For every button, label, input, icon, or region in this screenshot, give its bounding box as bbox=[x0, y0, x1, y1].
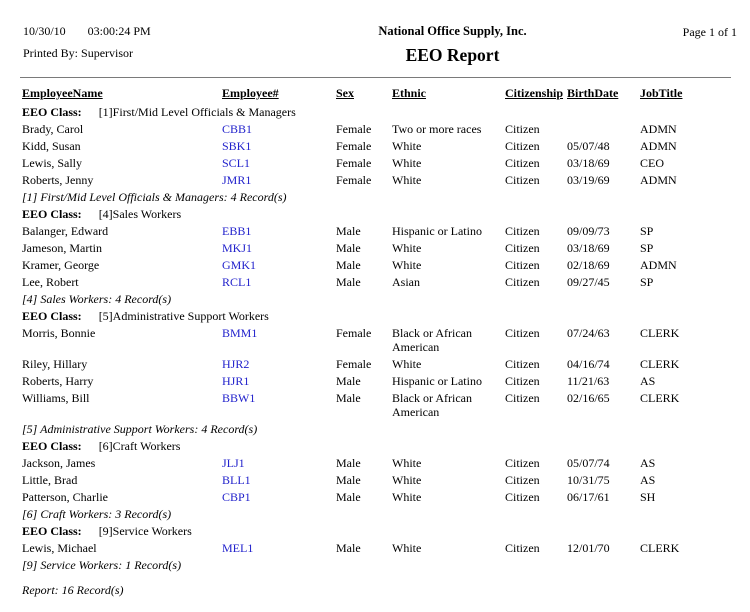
employee-number-link[interactable]: RCL1 bbox=[222, 275, 252, 289]
col-header-sex: Sex bbox=[336, 86, 354, 100]
birth-date-cell: 02/18/69 bbox=[567, 258, 610, 272]
sex-cell: Male bbox=[336, 224, 361, 238]
header-divider bbox=[20, 77, 731, 78]
employee-number-link[interactable]: JMR1 bbox=[222, 173, 252, 187]
eeo-class-name: [5]Administrative Support Workers bbox=[98, 309, 269, 323]
employee-row bbox=[22, 325, 730, 356]
eeo-class-summary-row bbox=[22, 421, 730, 438]
employee-number-link[interactable]: HJR1 bbox=[222, 374, 250, 388]
eeo-class-header-row bbox=[22, 206, 730, 223]
eeo-class-summary: [4] Sales Workers: 4 Record(s) bbox=[22, 292, 172, 306]
employee-name-cell: Lee, Robert bbox=[22, 275, 79, 289]
employee-name-cell: Lewis, Michael bbox=[22, 541, 97, 555]
ethnic-cell: White bbox=[392, 173, 422, 187]
employee-row bbox=[22, 373, 730, 390]
job-title-cell: AS bbox=[640, 473, 656, 487]
print-date: 10/30/10 bbox=[23, 24, 66, 38]
employee-number-link[interactable]: CBP1 bbox=[222, 490, 251, 504]
citizenship-cell: Citizen bbox=[505, 122, 540, 136]
ethnic-cell: White bbox=[392, 258, 422, 272]
eeo-class-label: EEO Class: bbox=[22, 207, 82, 221]
ethnic-cell: Hispanic or Latino bbox=[392, 224, 482, 238]
print-info bbox=[23, 24, 288, 61]
col-header-birth-date: BirthDate bbox=[567, 86, 619, 100]
sex-cell: Female bbox=[336, 173, 372, 187]
printed-by bbox=[23, 46, 288, 61]
job-title-cell: AS bbox=[640, 374, 656, 388]
eeo-table bbox=[22, 85, 730, 574]
printed-by-label: Printed By: bbox=[23, 46, 79, 60]
birth-date-cell: 12/01/70 bbox=[567, 541, 610, 555]
eeo-class-name: [9]Service Workers bbox=[98, 524, 192, 538]
citizenship-cell: Citizen bbox=[505, 173, 540, 187]
ethnic-cell: White bbox=[392, 156, 422, 170]
eeo-class-header-cell bbox=[22, 523, 730, 540]
employee-name-cell: Riley, Hillary bbox=[22, 357, 88, 371]
eeo-class-header-cell bbox=[22, 308, 730, 325]
report-summary: Report: 16 Record(s) bbox=[22, 583, 124, 597]
sex-cell: Male bbox=[336, 275, 361, 289]
employee-row bbox=[22, 223, 730, 240]
ethnic-cell: White bbox=[392, 139, 422, 153]
employee-name-cell: Jackson, James bbox=[22, 456, 96, 470]
eeo-class-label: EEO Class: bbox=[22, 439, 82, 453]
sex-cell: Female bbox=[336, 156, 372, 170]
eeo-class-header-cell bbox=[22, 206, 730, 223]
company-name: National Office Supply, Inc. bbox=[378, 24, 527, 38]
job-title-cell: SP bbox=[640, 241, 654, 255]
report-header bbox=[0, 0, 750, 66]
employee-row bbox=[22, 455, 730, 472]
eeo-class-name: [1]First/Mid Level Officials & Managers bbox=[98, 105, 296, 119]
ethnic-cell: White bbox=[392, 541, 422, 555]
sex-cell: Female bbox=[336, 139, 372, 153]
birth-date-cell: 05/07/74 bbox=[567, 456, 610, 470]
job-title-cell: SP bbox=[640, 275, 654, 289]
employee-row bbox=[22, 172, 730, 189]
sex-cell: Male bbox=[336, 241, 361, 255]
eeo-class-label: EEO Class: bbox=[22, 524, 82, 538]
col-header-citizenship: Citizenship bbox=[505, 86, 564, 100]
sex-cell: Female bbox=[336, 357, 372, 371]
employee-row bbox=[22, 121, 730, 138]
ethnic-cell: White bbox=[392, 490, 422, 504]
employee-number-link[interactable]: BMM1 bbox=[222, 326, 258, 340]
birth-date-cell: 06/17/61 bbox=[567, 490, 610, 504]
employee-number-link[interactable]: JLJ1 bbox=[222, 456, 245, 470]
sex-cell: Male bbox=[336, 456, 361, 470]
eeo-class-header-cell bbox=[22, 104, 730, 121]
employee-name-cell: Roberts, Jenny bbox=[22, 173, 94, 187]
eeo-class-header-cell bbox=[22, 438, 730, 455]
col-header-employee-number: Employee# bbox=[222, 86, 279, 100]
employee-number-link[interactable]: BLL1 bbox=[222, 473, 251, 487]
birth-date-cell: 02/16/65 bbox=[567, 391, 610, 405]
job-title-cell: ADMN bbox=[640, 258, 677, 272]
employee-name-cell: Jameson, Martin bbox=[22, 241, 102, 255]
citizenship-cell: Citizen bbox=[505, 490, 540, 504]
job-title-cell: CLERK bbox=[640, 391, 680, 405]
eeo-class-name: [4]Sales Workers bbox=[98, 207, 182, 221]
eeo-class-label: EEO Class: bbox=[22, 105, 82, 119]
employee-name-cell: Little, Brad bbox=[22, 473, 78, 487]
print-time: 03:00:24 PM bbox=[87, 24, 151, 38]
citizenship-cell: Citizen bbox=[505, 357, 540, 371]
ethnic-cell: White bbox=[392, 456, 422, 470]
employee-name-cell: Morris, Bonnie bbox=[22, 326, 96, 340]
birth-date-cell: 03/19/69 bbox=[567, 173, 610, 187]
employee-name-cell: Roberts, Harry bbox=[22, 374, 94, 388]
birth-date-cell: 07/24/63 bbox=[567, 326, 610, 340]
employee-number-link[interactable]: MEL1 bbox=[222, 541, 254, 555]
ethnic-cell: Black or African American bbox=[392, 391, 472, 419]
eeo-class-summary: [9] Service Workers: 1 Record(s) bbox=[22, 558, 182, 572]
employee-name-cell: Brady, Carol bbox=[22, 122, 84, 136]
sex-cell: Male bbox=[336, 258, 361, 272]
eeo-class-summary-row bbox=[22, 189, 730, 206]
employee-number-link[interactable]: HJR2 bbox=[222, 357, 250, 371]
citizenship-cell: Citizen bbox=[505, 139, 540, 153]
job-title-cell: SP bbox=[640, 224, 654, 238]
employee-row bbox=[22, 356, 730, 373]
ethnic-cell: Asian bbox=[392, 275, 420, 289]
sex-cell: Male bbox=[336, 374, 361, 388]
employee-name-cell: Kidd, Susan bbox=[22, 139, 81, 153]
employee-row bbox=[22, 240, 730, 257]
sex-cell: Male bbox=[336, 391, 361, 405]
job-title-cell: AS bbox=[640, 456, 656, 470]
employee-number-link[interactable]: SBK1 bbox=[222, 139, 252, 153]
employee-number-link[interactable]: SCL1 bbox=[222, 156, 251, 170]
employee-row bbox=[22, 390, 730, 421]
job-title-cell: ADMN bbox=[640, 122, 677, 136]
birth-date-cell: 09/27/45 bbox=[567, 275, 610, 289]
ethnic-cell: White bbox=[392, 241, 422, 255]
employee-number-link[interactable]: EBB1 bbox=[222, 224, 252, 238]
sex-cell: Male bbox=[336, 473, 361, 487]
ethnic-cell: Black or African American bbox=[392, 326, 472, 354]
eeo-class-header-row bbox=[22, 308, 730, 325]
citizenship-cell: Citizen bbox=[505, 456, 540, 470]
sex-cell: Male bbox=[336, 490, 361, 504]
eeo-class-summary-row bbox=[22, 291, 730, 308]
sex-cell: Female bbox=[336, 326, 372, 340]
employee-name-cell: Kramer, George bbox=[22, 258, 100, 272]
job-title-cell: ADMN bbox=[640, 139, 677, 153]
employee-name-cell: Lewis, Sally bbox=[22, 156, 82, 170]
print-datetime bbox=[23, 24, 288, 39]
employee-row bbox=[22, 155, 730, 172]
birth-date-cell: 09/09/73 bbox=[567, 224, 610, 238]
employee-name-cell: Balanger, Edward bbox=[22, 224, 109, 238]
page-title: EEO Report bbox=[405, 45, 500, 65]
job-title-cell: ADMN bbox=[640, 173, 677, 187]
job-title-cell: CEO bbox=[640, 156, 664, 170]
sex-cell: Male bbox=[336, 541, 361, 555]
birth-date-cell: 04/16/74 bbox=[567, 357, 610, 371]
job-title-cell: CLERK bbox=[640, 357, 680, 371]
employee-row bbox=[22, 138, 730, 155]
eeo-class-summary-row bbox=[22, 557, 730, 574]
eeo-class-header-row bbox=[22, 104, 730, 121]
birth-date-cell: 03/18/69 bbox=[567, 241, 610, 255]
ethnic-cell: Two or more races bbox=[392, 122, 482, 136]
ethnic-cell: Hispanic or Latino bbox=[392, 374, 482, 388]
page-indicator: Page 1 of 1 bbox=[682, 25, 737, 39]
birth-date-cell: 10/31/75 bbox=[567, 473, 610, 487]
eeo-class-summary: [1] First/Mid Level Officials & Managers: 4 Record(s) bbox=[22, 190, 287, 204]
ethnic-cell: White bbox=[392, 357, 422, 371]
citizenship-cell: Citizen bbox=[505, 326, 540, 340]
employee-name-cell: Patterson, Charlie bbox=[22, 490, 108, 504]
sex-cell: Female bbox=[336, 122, 372, 136]
eeo-class-name: [6]Craft Workers bbox=[98, 439, 181, 453]
eeo-class-summary-row bbox=[22, 506, 730, 523]
citizenship-cell: Citizen bbox=[505, 258, 540, 272]
eeo-class-header-row bbox=[22, 523, 730, 540]
ethnic-cell: White bbox=[392, 473, 422, 487]
employee-number-link[interactable]: CBB1 bbox=[222, 122, 253, 136]
citizenship-cell: Citizen bbox=[505, 541, 540, 555]
printed-by-value: Supervisor bbox=[81, 46, 134, 60]
report-titles bbox=[288, 24, 617, 66]
job-title-cell: SH bbox=[640, 490, 656, 504]
employee-number-link[interactable]: GMK1 bbox=[222, 258, 257, 272]
citizenship-cell: Citizen bbox=[505, 374, 540, 388]
birth-date-cell bbox=[567, 121, 640, 138]
job-title-cell: CLERK bbox=[640, 541, 680, 555]
employee-name-cell: Williams, Bill bbox=[22, 391, 90, 405]
employee-row bbox=[22, 257, 730, 274]
eeo-class-summary: [5] Administrative Support Workers: 4 Record(s) bbox=[22, 422, 258, 436]
eeo-class-label: EEO Class: bbox=[22, 309, 82, 323]
col-header-job-title: JobTitle bbox=[640, 86, 683, 100]
citizenship-cell: Citizen bbox=[505, 275, 540, 289]
citizenship-cell: Citizen bbox=[505, 473, 540, 487]
employee-row bbox=[22, 274, 730, 291]
employee-row bbox=[22, 489, 730, 506]
eeo-class-summary: [6] Craft Workers: 3 Record(s) bbox=[22, 507, 172, 521]
citizenship-cell: Citizen bbox=[505, 391, 540, 405]
employee-number-link[interactable]: BBW1 bbox=[222, 391, 256, 405]
employee-row bbox=[22, 472, 730, 489]
citizenship-cell: Citizen bbox=[505, 224, 540, 238]
employee-number-link[interactable]: MKJ1 bbox=[222, 241, 253, 255]
citizenship-cell: Citizen bbox=[505, 156, 540, 170]
employee-row bbox=[22, 540, 730, 557]
col-header-employee-name: EmployeeName bbox=[22, 86, 103, 100]
eeo-class-header-row bbox=[22, 438, 730, 455]
birth-date-cell: 05/07/48 bbox=[567, 139, 610, 153]
birth-date-cell: 03/18/69 bbox=[567, 156, 610, 170]
col-header-ethnic: Ethnic bbox=[392, 86, 427, 100]
job-title-cell: CLERK bbox=[640, 326, 680, 340]
column-header-row bbox=[22, 85, 730, 104]
citizenship-cell: Citizen bbox=[505, 241, 540, 255]
birth-date-cell: 11/21/63 bbox=[567, 374, 610, 388]
